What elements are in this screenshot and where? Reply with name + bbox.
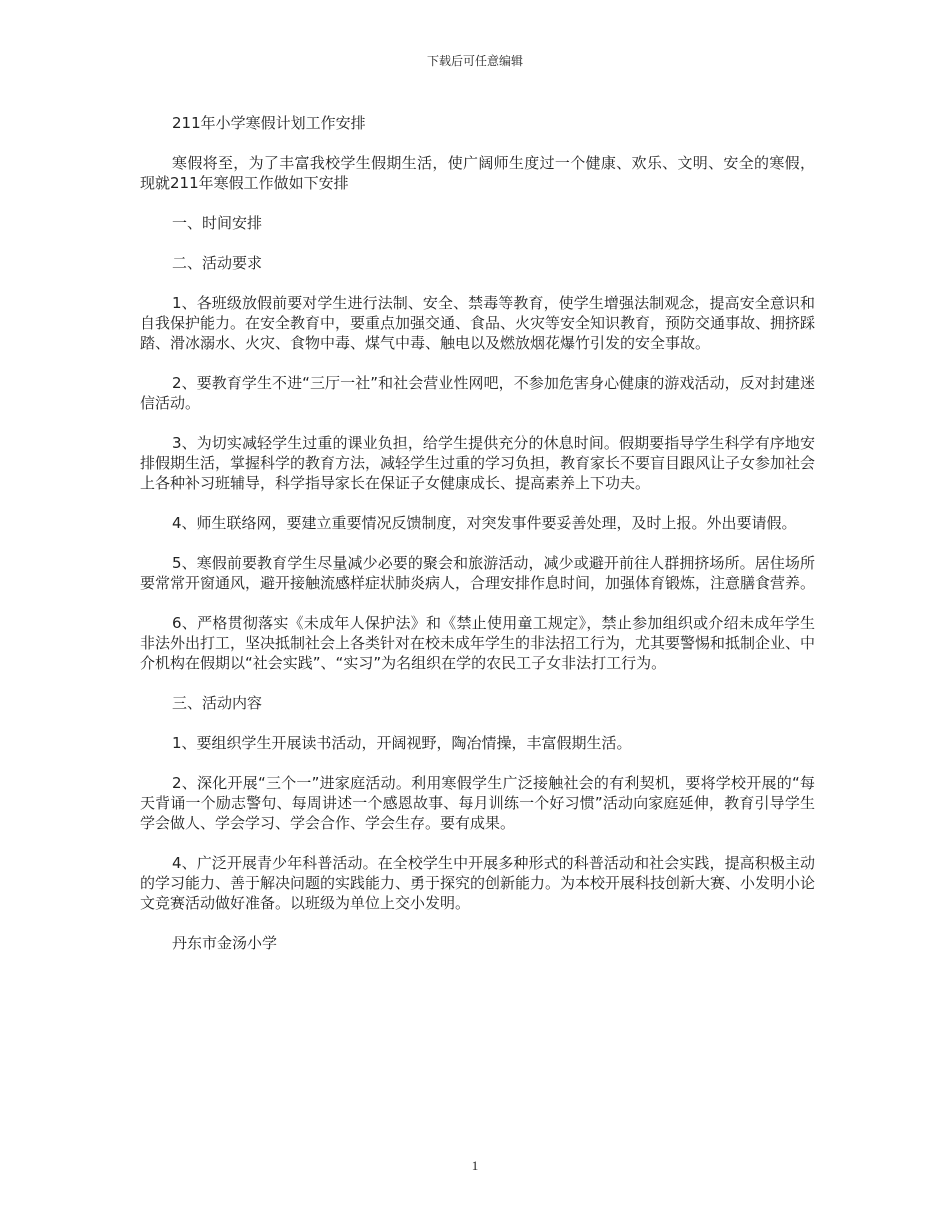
content-item-2: 2、深化开展“三个一”进家庭活动。利用寒假学生广泛接触社会的有利契机，要将学校开展的“每天背诵一个励志警句、每周讲述一个感恩故事、每月训练一个好习惯”活动向家庭延伸，教育引导学生学会做人、学会学习、学会合作、学会生存。要有成果。 [140,774,815,832]
page-number: 1 [471,1158,479,1173]
section-heading-time: 一、时间安排 [172,214,263,232]
requirement-item-3: 3、为切实减轻学生过重的课业负担，给学生提供充分的休息时间。假期要指导学生科学有序地安排假期生活，掌握科学的教育方法，减轻学生过重的学习负担，教育家长不要盲目跟风让子女参加社会上各种补习班辅导，科学指导家长在保证子女健康成长、提高素养上下功夫。 [140,434,816,492]
requirement-item-2: 2、要教育学生不进“三厅一社”和社会营业性网吧，不参加危害身心健康的游戏活动，反对封建迷信活动。 [140,374,815,412]
document-title: 211年小学寒假计划工作安排 [172,114,366,132]
requirement-item-4: 4、师生联络网，要建立重要情况反馈制度，对突发事件要妥善处理，及时上报。外出要请假。 [172,514,797,532]
requirement-item-1: 1、各班级放假前要对学生进行法制、安全、禁毒等教育，使学生增强法制观念，提高安全意识和自我保护能力。在安全教育中，要重点加强交通、食品、火灾等安全知识教育，预防交通事故、拥挤踩踏、滑冰溺水、火灾、食物中毒、煤气中毒、触电以及燃放烟花爆竹引发的安全事故。 [140,294,816,352]
section-heading-content: 三、活动内容 [172,694,263,712]
section-heading-requirements: 二、活动要求 [172,254,263,272]
intro-paragraph: 寒假将至，为了丰富我校学生假期生活，使广阔师生度过一个健康、欢乐、文明、安全的寒假，现就211年寒假工作做如下安排 [140,154,815,192]
document-body [140,113,815,973]
page-header: 下载后可任意编辑 [426,54,523,68]
document-signature: 丹东市金汤小学 [172,934,278,952]
requirement-item-6: 6、严格贯彻落实《未成年人保护法》和《禁止使用童工规定》，禁止参加组织或介绍未成年学生非法外出打工，坚决抵制社会上各类针对在校未成年学生的非法招工行为，尤其要警惕和抵制企业、中介机构在假期以“社会实践”、“实习”为名组织在学的农民工子女非法打工行为。 [140,614,816,672]
content-item-4: 4、广泛开展青少年科普活动。在全校学生中开展多种形式的科普活动和社会实践，提高积极主动的学习能力、善于解决问题的实践能力、勇于探究的创新能力。为本校开展科技创新大赛、小发明小论文竞赛活动做好准备。以班级为单位上交小发明。 [140,854,816,912]
requirement-item-5: 5、寒假前要教育学生尽量减少必要的聚会和旅游活动，减少或避开前往人群拥挤场所。居住场所要常常开窗通风，避开接触流感样症状肺炎病人，合理安排作息时间，加强体育锻炼，注意膳食营养。 [140,554,816,592]
content-item-1: 1、要组织学生开展读书活动，开阔视野，陶冶情操，丰富假期生活。 [172,734,632,752]
